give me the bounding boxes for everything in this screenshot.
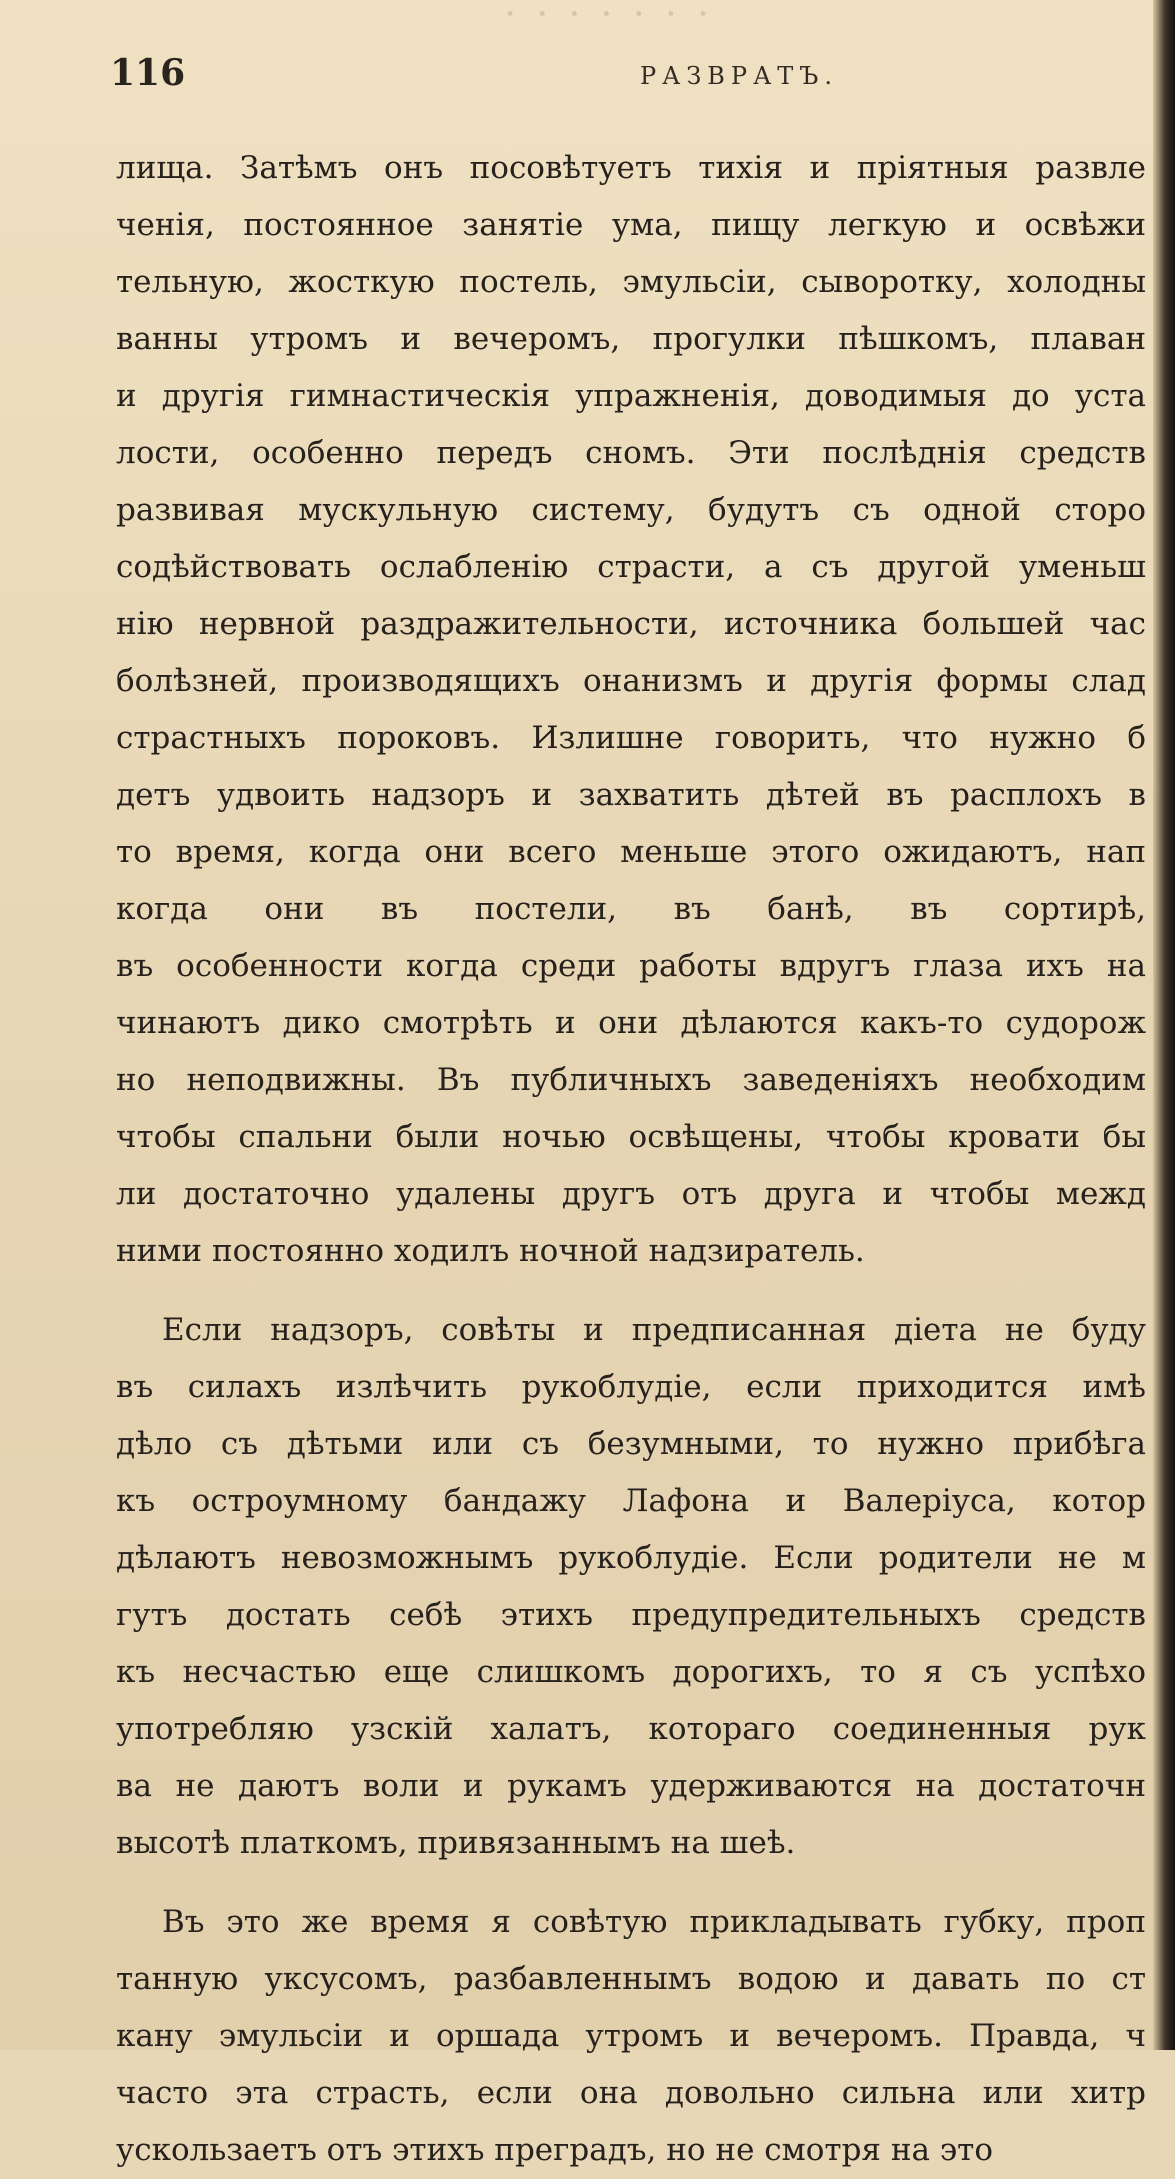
text-line: нію нервной раздражительности, источника большей час bbox=[116, 606, 1146, 642]
text-line: высотѣ платкомъ, привязаннымъ на шеѣ. bbox=[116, 1825, 796, 1861]
text-line: ванны утромъ и вечеромъ, прогулки пѣшкомъ, плаван bbox=[116, 321, 1146, 357]
paragraph bbox=[116, 1894, 1146, 2179]
text-line: ченія, постоянное занятіе ума, пищу легкую и освѣжи bbox=[116, 207, 1146, 243]
text-line: Если надзоръ, совѣты и предписанная діета не буду bbox=[162, 1312, 1146, 1348]
text-line: въ особенности когда среди работы вдругъ глаза ихъ на bbox=[116, 948, 1146, 984]
text-line: содѣйствовать ослабленію страсти, а съ другой уменьш bbox=[116, 549, 1146, 585]
paragraph-gap bbox=[116, 1280, 1146, 1302]
running-title: РАЗВРАТЪ. bbox=[640, 62, 838, 90]
text-line: къ несчастью еще слишкомъ дорогихъ, то я съ успѣхо bbox=[116, 1654, 1146, 1690]
text-line: къ остроумному бандажу Лафона и Валеріуса, котор bbox=[116, 1483, 1146, 1519]
text-line: часто эта страсть, если она довольно сильна или хитр bbox=[116, 2075, 1146, 2111]
text-line: болѣзней, производящихъ онанизмъ и другія формы слад bbox=[116, 663, 1146, 699]
text-line: гутъ достать себѣ этихъ предупредительныхъ средств bbox=[116, 1597, 1146, 1633]
page-number: 116 bbox=[110, 52, 186, 94]
paragraph bbox=[116, 1302, 1146, 1872]
text-line: чинаютъ дико смотрѣть и они дѣлаются какъ-то судорож bbox=[116, 1005, 1146, 1041]
text-line: дѣло съ дѣтьми или съ безумными, то нужно прибѣга bbox=[116, 1426, 1146, 1462]
text-line: лости, особенно передъ сномъ. Эти послѣднія средств bbox=[116, 435, 1146, 471]
text-line: лища. Затѣмъ онъ посовѣтуетъ тихія и пріятныя развле bbox=[116, 150, 1146, 186]
text-line: ускользаетъ отъ этихъ преградъ, но не смотря на это bbox=[116, 2132, 993, 2168]
text-line: употребляю узскій халатъ, котораго соединенныя рук bbox=[116, 1711, 1146, 1747]
text-line: то время, когда они всего меньше этого ожидаютъ, нап bbox=[116, 834, 1146, 870]
show-through-text: · · · · · · · bbox=[500, 0, 710, 36]
paragraph bbox=[116, 140, 1146, 1280]
text-line: развивая мускульную систему, будутъ съ одной сторо bbox=[116, 492, 1146, 528]
text-line: детъ удвоить надзоръ и захватить дѣтей въ расплохъ в bbox=[116, 777, 1146, 813]
text-line: въ силахъ излѣчить рукоблудіе, если приходится имѣ bbox=[116, 1369, 1146, 1405]
page-edge-shadow bbox=[1153, 0, 1175, 2050]
text-line: ли достаточно удалены другъ отъ друга и чтобы межд bbox=[116, 1176, 1146, 1212]
body-text bbox=[116, 140, 1146, 2179]
paragraph-gap bbox=[116, 1872, 1146, 1894]
text-line: но неподвижны. Въ публичныхъ заведеніяхъ необходим bbox=[116, 1062, 1146, 1098]
text-line: и другія гимнастическія упражненія, доводимыя до уста bbox=[116, 378, 1146, 414]
text-line: тельную, жосткую постель, эмульсіи, сыворотку, холодны bbox=[116, 264, 1146, 300]
text-line: Въ это же время я совѣтую прикладывать губку, проп bbox=[162, 1904, 1146, 1940]
text-line: страстныхъ пороковъ. Излишне говорить, что нужно б bbox=[116, 720, 1146, 756]
text-line: чтобы спальни были ночью освѣщены, чтобы кровати бы bbox=[116, 1119, 1146, 1155]
text-line: кану эмульсіи и оршада утромъ и вечеромъ. Правда, ч bbox=[116, 2018, 1146, 2054]
text-line: когда они въ постели, въ банѣ, въ сортирѣ, bbox=[116, 891, 1146, 927]
text-line: дѣлаютъ невозможнымъ рукоблудіе. Если родители не м bbox=[116, 1540, 1146, 1576]
text-line: ними постоянно ходилъ ночной надзиратель. bbox=[116, 1233, 865, 1269]
text-line: танную уксусомъ, разбавленнымъ водою и давать по ст bbox=[116, 1961, 1146, 1997]
text-line: ва не даютъ воли и рукамъ удерживаются на достаточн bbox=[116, 1768, 1146, 1804]
page-header bbox=[110, 52, 1140, 112]
